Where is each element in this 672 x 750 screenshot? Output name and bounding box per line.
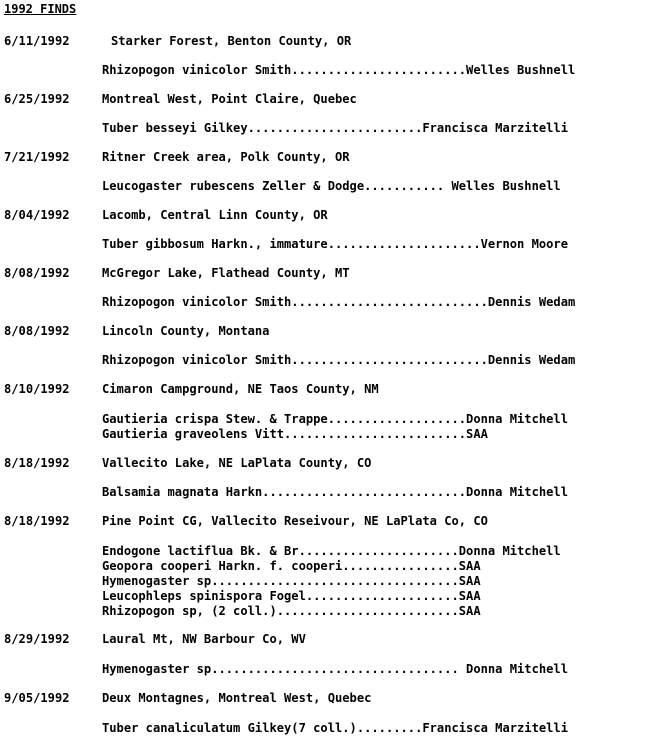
entry-location: Ritner Creek area, Polk County, OR: [102, 150, 350, 164]
entry-date: 9/05/1992: [4, 691, 70, 705]
entry-location: McGregor Lake, Flathead County, MT: [102, 266, 350, 280]
entry-date: 8/08/1992: [4, 266, 70, 280]
entry-location: Montreal West, Point Claire, Quebec: [102, 92, 357, 106]
entry-location: Starker Forest, Benton County, OR: [111, 34, 352, 48]
entry-find: Endogone lactiflua Bk. & Br......................Donna Mitchell: [102, 544, 561, 558]
entry-date: 8/10/1992: [4, 382, 70, 396]
entry-date: 6/25/1992: [4, 92, 70, 106]
entry-find: Gautieria graveolens Vitt.........................SAA: [102, 427, 488, 441]
entry-find: Geopora cooperi Harkn. f. cooperi................SAA: [102, 559, 481, 573]
entry-find: Rhizopogon vinicolor Smith........................Welles Bushnell: [102, 63, 576, 77]
entry-find: Gautieria crispa Stew. & Trappe...................Donna Mitchell: [102, 412, 568, 426]
entry-location: Deux Montagnes, Montreal West, Quebec: [102, 691, 372, 705]
entry-date: 8/18/1992: [4, 456, 70, 470]
page-heading: 1992 FINDS: [4, 2, 77, 16]
entry-find: Tuber gibbosum Harkn., immature.....................Vernon Moore: [102, 237, 568, 251]
entry-location: Laural Mt, NW Barbour Co, WV: [102, 632, 306, 646]
entry-find: Hymenogaster sp..................................SAA: [102, 574, 481, 588]
entry-location: Pine Point CG, Vallecito Reseivour, NE LaPlata Co, CO: [102, 514, 488, 528]
entry-find: Rhizopogon vinicolor Smith...........................Dennis Wedam: [102, 295, 576, 309]
entry-find: Balsamia magnata Harkn............................Donna Mitchell: [102, 485, 568, 499]
entry-find: Leucogaster rubescens Zeller & Dodge........... Welles Bushnell: [102, 179, 561, 193]
entry-date: 6/11/1992: [4, 34, 70, 48]
entry-location: Cimaron Campground, NE Taos County, NM: [102, 382, 379, 396]
entry-date: 8/29/1992: [4, 632, 70, 646]
entry-date: 8/18/1992: [4, 514, 70, 528]
entry-find: Hymenogaster sp.................................. Donna Mitchell: [102, 662, 568, 676]
entry-find: Leucophleps spinispora Fogel.....................SAA: [102, 589, 481, 603]
entry-location: Lacomb, Central Linn County, OR: [102, 208, 328, 222]
entry-location: Vallecito Lake, NE LaPlata County, CO: [102, 456, 372, 470]
entry-find: Tuber besseyi Gilkey........................Francisca Marzitelli: [102, 121, 568, 135]
entry-find: Tuber canaliculatum Gilkey(7 coll.).........Francisca Marzitelli: [102, 721, 568, 735]
entry-date: 8/04/1992: [4, 208, 70, 222]
entry-location: Lincoln County, Montana: [102, 324, 270, 338]
entry-date: 7/21/1992: [4, 150, 70, 164]
entry-find: Rhizopogon vinicolor Smith...........................Dennis Wedam: [102, 353, 576, 367]
entry-date: 8/08/1992: [4, 324, 70, 338]
entry-find: Rhizopogon sp, (2 coll.).........................SAA: [102, 604, 481, 618]
